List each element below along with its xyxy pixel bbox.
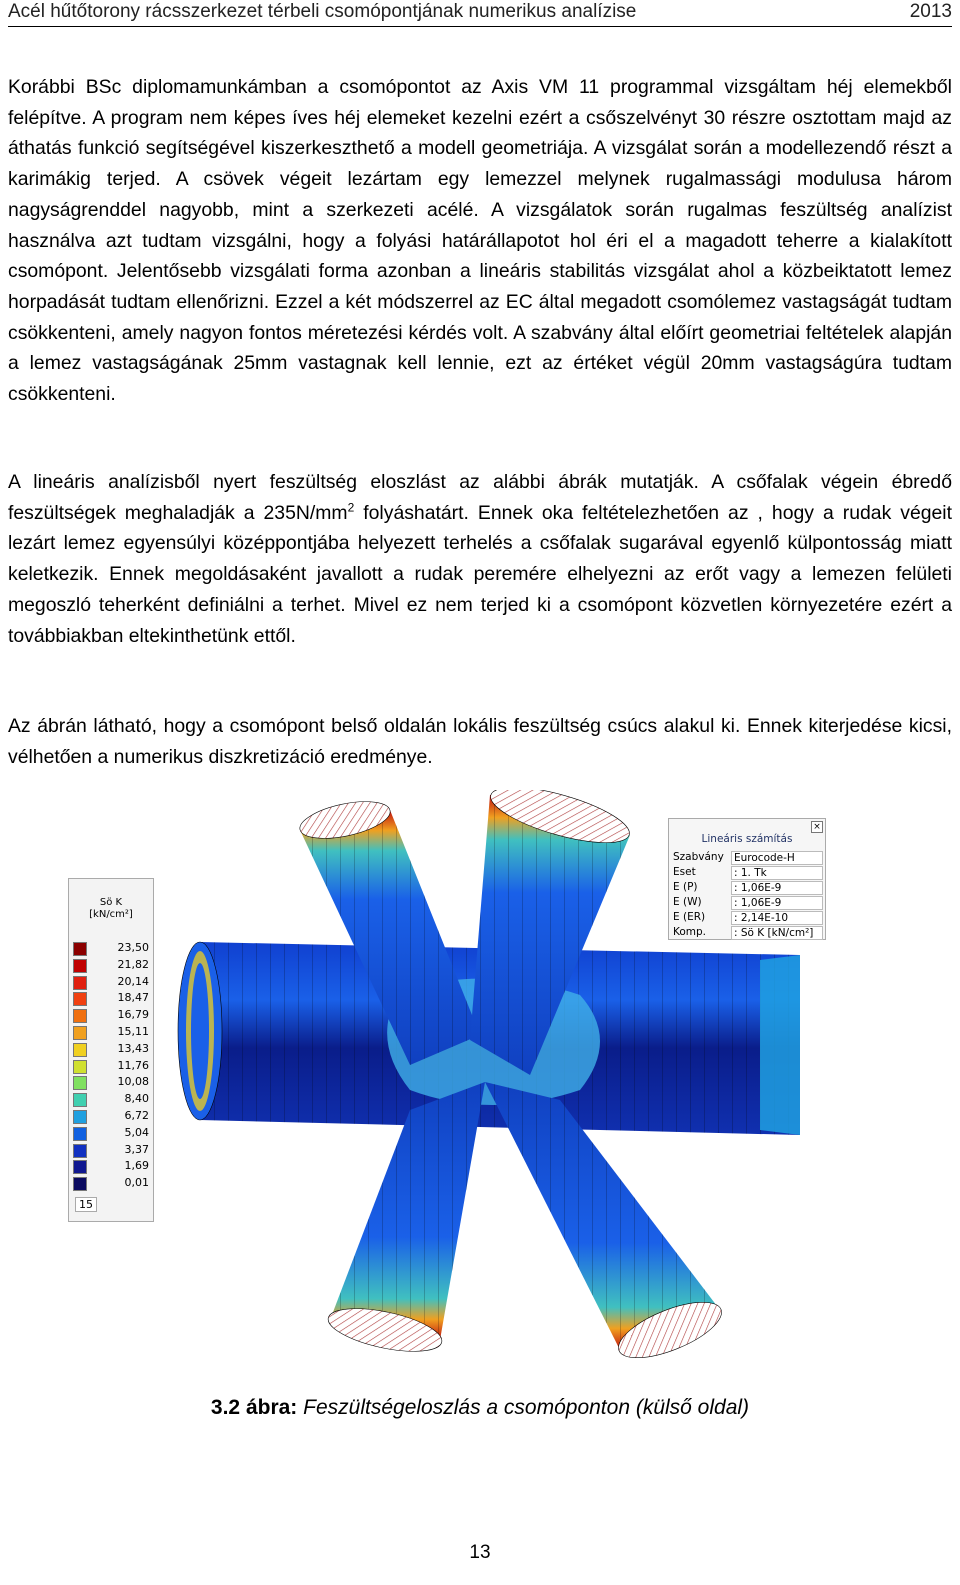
legend-value: 15,11 (117, 1025, 149, 1038)
legend-swatch (73, 992, 87, 1006)
legend-value: 5,04 (124, 1125, 149, 1139)
legend-swatch (73, 1060, 87, 1074)
calc-row-key: E (W) (673, 896, 702, 908)
legend-title-line1: Sö K (99, 897, 123, 908)
legend-value: 0,01 (124, 1176, 149, 1190)
legend-value: 11,76 (117, 1058, 149, 1072)
calc-row-value: : 1,06E-9 (731, 881, 823, 895)
legend-value: 16,79 (117, 1008, 149, 1022)
legend-swatch (73, 1009, 87, 1023)
paragraph-1 (8, 72, 952, 410)
legend-row (73, 1057, 151, 1074)
legend-swatch (73, 976, 87, 990)
paragraph-3-text: Az ábrán látható, hogy a csomópont belső oldalán lokális feszültség csúcs alakul ki. Ennek kiterjedése kicsi, vélhetően a numerikus diszkretizáció eredménye. (8, 715, 952, 768)
paragraph-2-sup: 2 (347, 500, 355, 515)
legend-swatch (73, 1043, 87, 1057)
calc-row-value: : 1. Tk (731, 866, 823, 880)
legend-swatch (73, 942, 87, 956)
calc-row (673, 926, 823, 941)
close-icon[interactable]: × (811, 821, 823, 833)
paragraph-2-part-a: A lineáris analízisből nyert feszültség eloszlást az alábbi ábrák mutatják. A csőfalak végein ébredő feszültségek meghaladják a 235N/mm (8, 471, 952, 524)
legend-row (73, 989, 151, 1006)
legend-row (73, 1090, 151, 1107)
legend-value: 18,47 (117, 991, 149, 1005)
calc-row-value: Eurocode-H (731, 851, 823, 865)
stress-figure (60, 790, 840, 1370)
legend-row (73, 1073, 151, 1090)
legend-row (73, 1124, 151, 1141)
legend-value: 20,14 (117, 974, 149, 988)
linear-calc-panel (668, 818, 826, 940)
calc-row-value: : Sö K [kN/cm²] (731, 926, 823, 940)
legend-row (73, 1006, 151, 1023)
legend-title-line2: [kN/cm²] (89, 909, 133, 920)
legend-row (73, 1174, 151, 1191)
calc-row (673, 881, 823, 896)
caption-label: 3.2 ábra: (210, 1396, 298, 1419)
legend-swatch (73, 959, 87, 973)
calc-row (673, 911, 823, 926)
calc-row-key: E (P) (673, 881, 698, 893)
legend-value: 10,08 (117, 1075, 149, 1089)
legend-swatch (73, 1127, 87, 1141)
calc-row-key: E (ER) (673, 911, 706, 923)
paragraph-1-text: Korábbi BSc diplomamunkámban a csomópontot az Axis VM 11 programmal vizsgáltam héj elemekből felépítve. A program nem képes íves héj elemeket kezelni ezért a csőszelvényt 30 részre osztottam majd az áthatás funkció segítségével kiszerkeszthető a modell geometriája. A vizsgálat során a modellezendő részt a karimákig terjed. A csövek végeit lezártam egy lemezzel melynek rugalmassági modulusa három nagyságrenddel nagyobb, mint a szerkezeti acélé. A vizsgálatok során rugalmas feszültség analízist használva azt tudtam vizsgálni, hogy a folyási határállapotot hol éri el a magadott teherre a kialakított csomópont. Jelentősebb vizsgálati forma azonban a lineáris stabilitás vizsgálat ahol a közbeiktatott lemez horpadását tudtam ellenőrizni. Ezzel a két módszerrel az EC által megadott csomólemez vastagságát tudtam csökkenteni, amely nagyon fontos méretezési kérdés volt. A szabvány által előírt geometriai feltételek alapján a lemez vastagságának 25mm vastagnak kell lennie, ezt az értéket végül 20mm vastagságúra tudtam csökkenteni. (8, 76, 952, 406)
calc-row-value: : 1,06E-9 (731, 896, 823, 910)
calc-row (673, 896, 823, 911)
legend-swatch (73, 1026, 87, 1040)
legend-row (73, 1141, 151, 1158)
page-number: 13 (469, 1542, 491, 1563)
legend-swatch (73, 1177, 87, 1191)
calc-row (673, 851, 823, 866)
header-title: Acél hűtőtorony rácsszerkezet térbeli csomópontjának numerikus analízise (8, 1, 637, 22)
header-year: 2013 (909, 1, 952, 22)
paragraph-2-text (8, 467, 952, 651)
calc-row (673, 866, 823, 881)
paragraph-2 (8, 467, 952, 651)
legend-row (73, 956, 151, 973)
calc-panel-title: Lineáris számítás (701, 833, 793, 845)
page-header (8, 0, 952, 27)
paragraph-2-part-b: folyáshatárt. Ennek oka feltételezhetően az , hogy a rudak végeit lezárt lemez egyensúlyi középpontjába helyezett terhelés a csőfalak sugarával egyenlő külpontosság miatt keletkezik. Ennek megoldásaként javallott a rudak peremére elhelyezni az erőt vagy a lemezen felületi megoszló teherként definiálni a terhet. Mivel ez nem terjed ki a csomópont közvetlen környezetére ezért a továbbiakban eltekinthetünk ettől. (8, 501, 953, 647)
calc-row-key: Komp. (673, 926, 707, 938)
legend-row (73, 1157, 151, 1174)
paragraph-3 (8, 711, 952, 772)
calc-row-key: Szabvány (673, 851, 724, 863)
legend-footer[interactable]: 15 (75, 1197, 97, 1212)
legend-value: 3,37 (124, 1142, 149, 1156)
legend-swatch (73, 1144, 87, 1158)
legend-row (73, 1107, 151, 1124)
legend-row (73, 973, 151, 990)
legend-swatch (73, 1160, 87, 1174)
legend-swatch (73, 1110, 87, 1124)
legend-value: 23,50 (117, 941, 149, 954)
legend-row (73, 1040, 151, 1057)
stress-legend (68, 878, 154, 1222)
legend-value: 8,40 (124, 1092, 149, 1106)
legend-value: 21,82 (117, 957, 149, 971)
legend-value: 13,43 (117, 1041, 149, 1055)
legend-row (73, 939, 151, 956)
figure-caption (0, 1396, 960, 1420)
legend-swatch (73, 1093, 87, 1107)
legend-swatch (73, 1076, 87, 1090)
legend-value: 1,69 (124, 1159, 149, 1173)
caption-text: Feszültségeloszlás a csomóponton (külső oldal) (303, 1396, 750, 1419)
legend-value: 6,72 (124, 1109, 149, 1122)
calc-row-value: : 2,14E-10 (731, 911, 823, 925)
legend-title (69, 897, 153, 921)
calc-row-key: Eset (673, 866, 696, 878)
legend-row (73, 1023, 151, 1040)
